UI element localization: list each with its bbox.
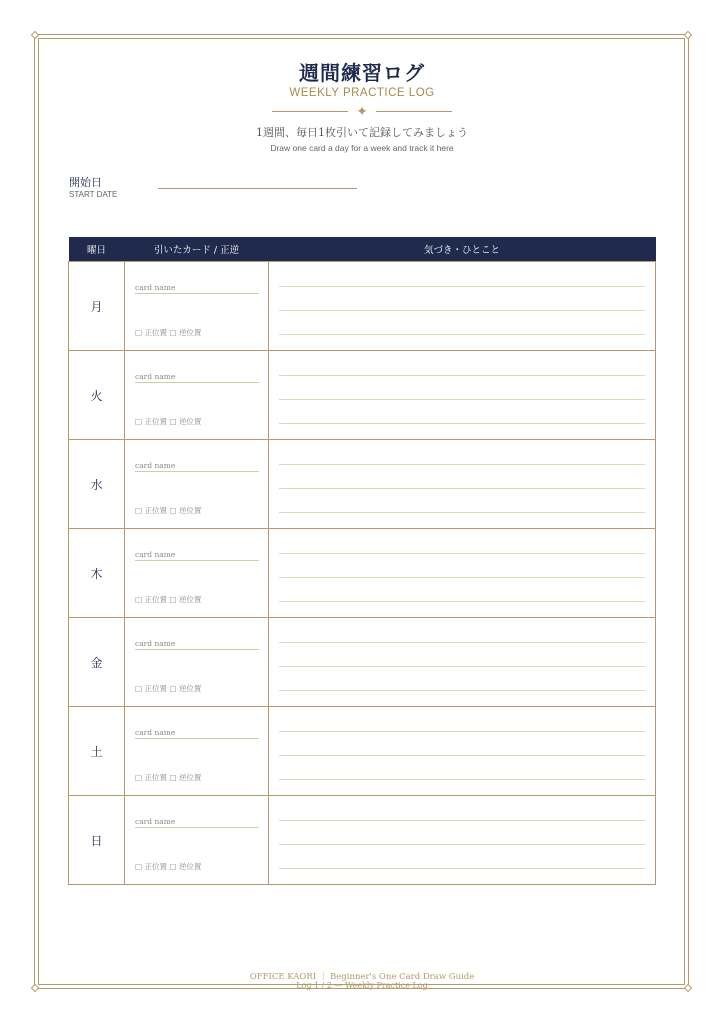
notes-line [279, 642, 645, 643]
notes-line [279, 844, 645, 845]
notes-cell[interactable] [269, 529, 656, 618]
notes-line [279, 731, 645, 732]
orientation-checkboxes[interactable]: □ 正位置 □ 逆位置 [135, 417, 202, 426]
card-cell [125, 529, 269, 618]
card-name-line [135, 560, 259, 561]
title-ornament [272, 104, 452, 120]
orientation-checkboxes[interactable]: □ 正位置 □ 逆位置 [135, 684, 202, 693]
notes-cell[interactable] [269, 262, 656, 351]
instruction-japanese: 1週間、毎日1枚引いて記録してみましょう [256, 126, 468, 139]
notes-line [279, 755, 645, 756]
card-name-line [135, 649, 259, 650]
card-name-line [135, 382, 259, 383]
day-cell: 土 [69, 707, 125, 796]
card-cell [125, 796, 269, 885]
footer-page-info: Log 1 / 2 — Weekly Practice Log [296, 981, 428, 990]
table-body [69, 262, 656, 885]
weekly-log-table [68, 237, 656, 885]
table-row [69, 440, 656, 529]
card-name-placeholder[interactable]: card name [135, 283, 176, 292]
day-cell: 火 [69, 351, 125, 440]
notes-cell[interactable] [269, 351, 656, 440]
orientation-checkboxes[interactable]: □ 正位置 □ 逆位置 [135, 862, 202, 871]
orientation-checkboxes[interactable]: □ 正位置 □ 逆位置 [135, 773, 202, 782]
table-row [69, 529, 656, 618]
table-row [69, 618, 656, 707]
notes-line [279, 464, 645, 465]
footer-brand: OFFICE KAORI ｜ Beginner's One Card Draw Guide [249, 972, 475, 982]
table-row [69, 796, 656, 885]
instruction-english: Draw one card a day for a week and track it here [270, 143, 454, 153]
notes-cell[interactable] [269, 707, 656, 796]
orientation-checkboxes[interactable]: □ 正位置 □ 逆位置 [135, 506, 202, 515]
notes-line [279, 488, 645, 489]
four-point-star-icon: ✦ [356, 104, 368, 120]
card-name-placeholder[interactable]: card name [135, 728, 176, 737]
table-row [69, 351, 656, 440]
day-cell: 金 [69, 618, 125, 707]
card-name-placeholder[interactable]: card name [135, 461, 176, 470]
card-name-placeholder[interactable]: card name [135, 550, 176, 559]
table-header-row [69, 237, 656, 262]
notes-line [279, 399, 645, 400]
card-cell [125, 618, 269, 707]
notes-line [279, 512, 645, 513]
table-row [69, 262, 656, 351]
card-name-line [135, 471, 259, 472]
orientation-checkboxes[interactable]: □ 正位置 □ 逆位置 [135, 328, 202, 337]
card-name-line [135, 293, 259, 294]
ornament-line-right [376, 111, 452, 112]
start-date-label-english: START DATE [69, 190, 118, 199]
notes-line [279, 820, 645, 821]
start-date-field[interactable] [158, 188, 357, 189]
notes-line [279, 601, 645, 602]
notes-line [279, 690, 645, 691]
notes-line [279, 779, 645, 780]
notes-cell[interactable] [269, 796, 656, 885]
card-cell [125, 707, 269, 796]
header-notes: 気づき・ひとこと [269, 237, 656, 262]
notes-line [279, 375, 645, 376]
card-cell [125, 440, 269, 529]
page-title: 週間練習ログ [299, 61, 425, 85]
start-date-label: 開始日 [69, 176, 102, 189]
ornament-line-left [272, 111, 348, 112]
card-name-placeholder[interactable]: card name [135, 372, 176, 381]
notes-cell[interactable] [269, 440, 656, 529]
notes-line [279, 553, 645, 554]
table-row [69, 707, 656, 796]
orientation-checkboxes[interactable]: □ 正位置 □ 逆位置 [135, 595, 202, 604]
day-cell: 月 [69, 262, 125, 351]
notes-line [279, 666, 645, 667]
notes-line [279, 577, 645, 578]
day-cell: 木 [69, 529, 125, 618]
card-name-placeholder[interactable]: card name [135, 639, 176, 648]
card-name-line [135, 738, 259, 739]
notes-line [279, 310, 645, 311]
header-card: 引いたカード / 正逆 [125, 237, 269, 262]
notes-cell[interactable] [269, 618, 656, 707]
day-cell: 水 [69, 440, 125, 529]
page-subtitle: WEEKLY PRACTICE LOG [289, 87, 435, 99]
card-cell [125, 351, 269, 440]
day-cell: 日 [69, 796, 125, 885]
notes-line [279, 334, 645, 335]
notes-line [279, 423, 645, 424]
notes-line [279, 286, 645, 287]
notes-line [279, 868, 645, 869]
card-name-placeholder[interactable]: card name [135, 817, 176, 826]
card-name-line [135, 827, 259, 828]
card-cell [125, 262, 269, 351]
header-day: 曜日 [69, 237, 125, 262]
